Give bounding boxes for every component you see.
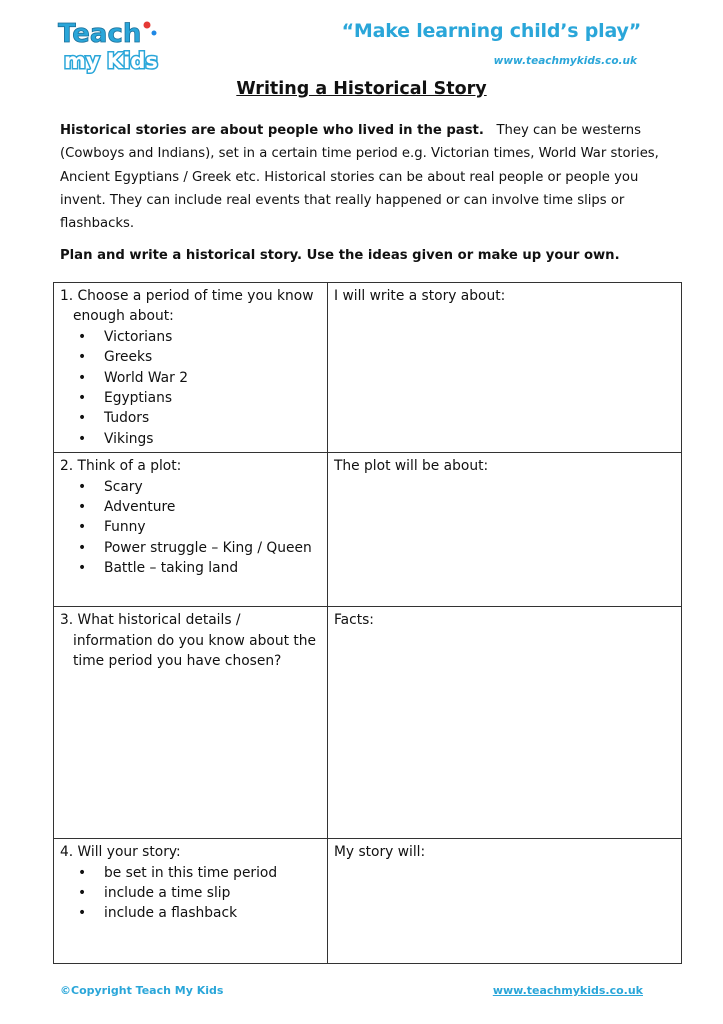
prompt-cell [54, 607, 328, 839]
options-list [60, 477, 321, 579]
options-list [60, 863, 321, 924]
table-row [54, 839, 682, 964]
list-item: • World War 2 [104, 368, 321, 388]
footer-copyright: ©Copyright Teach My Kids [60, 984, 224, 997]
response-cell[interactable] [328, 453, 682, 607]
tagline: “Make learning child’s play” [341, 20, 641, 42]
list-item: • be set in this time period [104, 863, 321, 883]
list-item: • include a flashback [104, 903, 321, 923]
response-cell[interactable] [328, 283, 682, 453]
logo-line-1: Teach [58, 19, 142, 49]
table-row [54, 283, 682, 453]
prompt-text: 4. Will your story: [60, 844, 181, 861]
list-item: • Scary [104, 477, 321, 497]
intro-paragraph [60, 119, 666, 235]
table-row [54, 607, 682, 839]
response-cell[interactable] [328, 607, 682, 839]
prompt-text: 3. What historical details / information do you know about the time period you have chosen? [60, 612, 317, 670]
prompt-cell [54, 453, 328, 607]
footer-url-link[interactable]: www.teachmykids.co.uk [492, 984, 643, 997]
planning-table [53, 282, 682, 964]
instruction: Plan and write a historical story. Use the ideas given or make up your own. [60, 248, 620, 263]
header-website[interactable]: www.teachmykids.co.uk [493, 55, 637, 67]
options-list [60, 327, 321, 449]
page-title: Writing a Historical Story [236, 79, 487, 99]
list-item: • Power struggle – King / Queen [104, 538, 321, 558]
logo-dot-icon [144, 22, 151, 29]
response-cell[interactable] [328, 839, 682, 964]
prompt-cell [54, 283, 328, 453]
list-item: • Greeks [104, 347, 321, 367]
list-item: • Egyptians [104, 388, 321, 408]
table-row [54, 453, 682, 607]
prompt-text: 2. Think of a plot: [60, 458, 182, 475]
list-item: • Battle – taking land [104, 558, 321, 578]
list-item: • Adventure [104, 497, 321, 517]
list-item: • include a time slip [104, 883, 321, 903]
prompt-cell [54, 839, 328, 964]
response-label: Facts: [334, 612, 374, 629]
intro-body: They can be westerns (Cowboys and Indians), set in a certain time period e.g. Victorian times, World War stories, Ancient Egyptians / Greek etc. Historical stories can be about real people or people you invent. They can include real events that really happened or can involve time slips or flashbacks. [60, 123, 659, 232]
logo-line-2: my Kids [64, 49, 158, 73]
response-label: My story will: [334, 844, 426, 861]
list-item: • Victorians [104, 327, 321, 347]
teach-my-kids-logo [52, 16, 160, 76]
intro-lead: Historical stories are about people who lived in the past. [60, 123, 484, 138]
list-item: • Vikings [104, 429, 321, 449]
response-label: The plot will be about: [334, 458, 489, 475]
logo-dot-icon [152, 31, 157, 36]
prompt-text: 1. Choose a period of time you know enough about: [60, 288, 314, 325]
list-item: • Funny [104, 517, 321, 537]
response-label: I will write a story about: [334, 288, 506, 304]
list-item: • Tudors [104, 408, 321, 428]
